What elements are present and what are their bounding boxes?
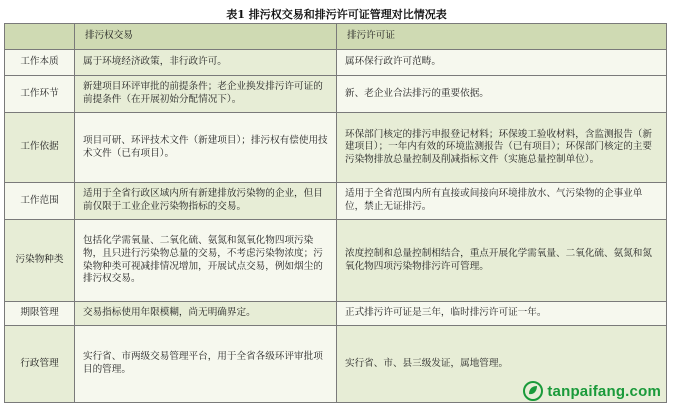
row-label: 工作环节 (5, 76, 75, 113)
permit-cell: 实行省、市、县三级发证，属地管理。 (337, 326, 667, 403)
row-label: 期限管理 (5, 302, 75, 326)
header-corner-cell (5, 24, 75, 50)
leaf-logo-icon (523, 381, 543, 401)
table-row (5, 302, 667, 326)
permit-cell: 浓度控制和总量控制相结合，重点开展化学需氧量、二氧化硫、氨氮和氮氧化物四项污染物排污许可管理。 (337, 220, 667, 302)
trading-cell: 新建项目环评审批的前提条件；老企业换发排污许可证的前提条件（在开展初始分配情况下）。 (75, 76, 337, 113)
row-label: 工作范围 (5, 183, 75, 220)
trading-cell: 项目可研、环评技术文件（新建项目）；排污权有偿使用技术文件（已有项目）。 (75, 113, 337, 183)
table-row (5, 76, 667, 113)
trading-cell: 包括化学需氧量、二氧化硫、氨氮和氮氧化物四项污染物，且只进行污染物总量的交易，不考虑污染物浓度；污染物种类可视减排情况增加，开展试点交易，例如烟尘的排污权交易。 (75, 220, 337, 302)
header-emission-trading: 排污权交易 (75, 24, 337, 50)
trading-cell: 实行省、市两级交易管理平台，用于全省各级环评审批项目的管理。 (75, 326, 337, 403)
permit-cell: 正式排污许可证是三年，临时排污许可证一年。 (337, 302, 667, 326)
table-row (5, 183, 667, 220)
trading-cell: 适用于全省行政区域内所有新建排放污染物的企业，但目前仅限于工业企业污染物指标的交易。 (75, 183, 337, 220)
trading-cell: 交易指标使用年限模糊，尚无明确界定。 (75, 302, 337, 326)
table-title: 表1 排污权交易和排污许可证管理对比情况表 (226, 8, 447, 21)
row-label: 行政管理 (5, 326, 75, 403)
table-header-row (5, 24, 667, 50)
comparison-table (4, 23, 667, 403)
trading-cell: 属于环境经济政策，非行政许可。 (75, 50, 337, 76)
watermark-text: tanpaifang.com (547, 382, 661, 400)
watermark (523, 380, 661, 402)
table-row (5, 50, 667, 76)
table-row (5, 113, 667, 183)
row-label: 污染物种类 (5, 220, 75, 302)
permit-cell: 属环保行政许可范畴。 (337, 50, 667, 76)
row-label: 工作本质 (5, 50, 75, 76)
row-label: 工作依据 (5, 113, 75, 183)
permit-cell: 新、老企业合法排污的重要依据。 (337, 76, 667, 113)
table-row (5, 220, 667, 302)
permit-cell: 环保部门核定的排污申报登记材料；环保竣工验收材料，含监测报告（新建项目）；一年内有效的环境监测报告（已有项目）；环保部门核定的主要污染物排放总量控制及削减指标文件（实施总量控制单位）。 (337, 113, 667, 183)
permit-cell: 适用于全省范围内所有直接或间接向环境排放水、气污染物的企事业单位，禁止无证排污。 (337, 183, 667, 220)
header-emission-permit: 排污许可证 (337, 24, 667, 50)
